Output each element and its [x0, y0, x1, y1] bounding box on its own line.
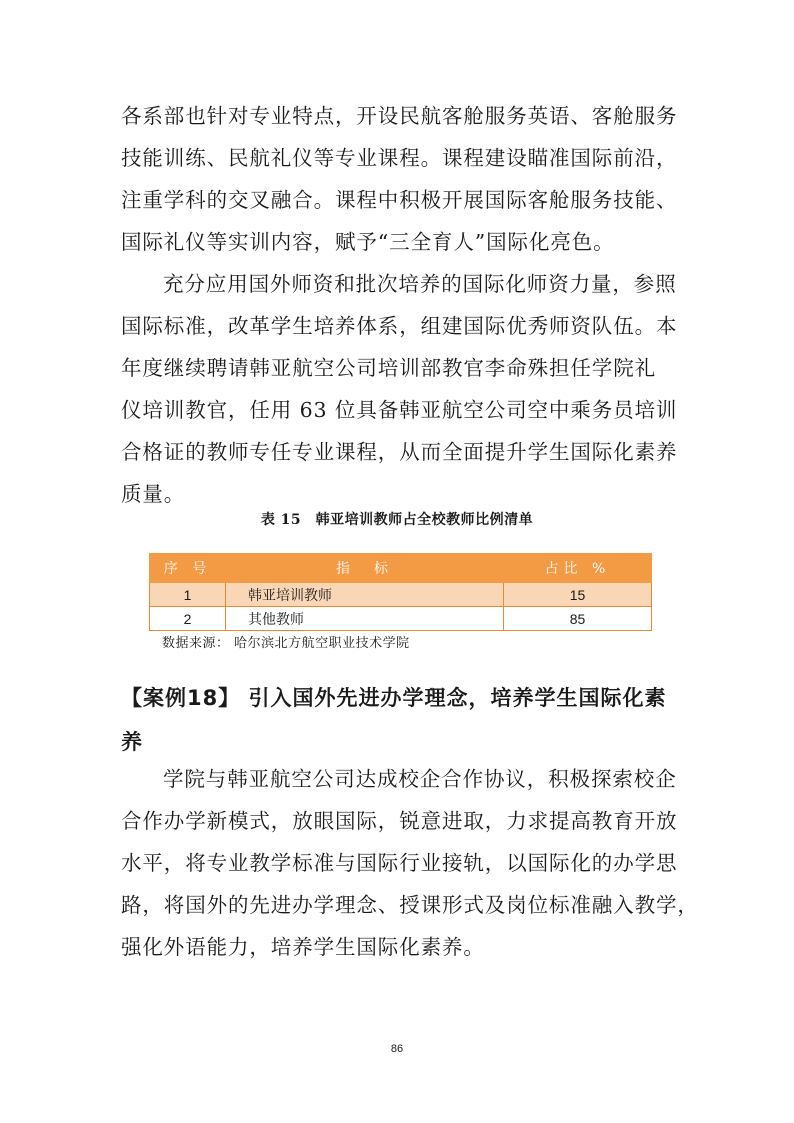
text-line: 学院与韩亚航空公司达成校企合作协议，积极探索校企	[163, 767, 677, 791]
text-line: 强化外语能力，培养学生国际化素养。	[121, 935, 485, 959]
teacher-ratio-table	[149, 553, 652, 631]
text-line: 国际礼仪等实训内容，赋予“三全育人”国际化亮色。	[121, 230, 615, 254]
cell-indicator: 其他教师	[226, 607, 504, 631]
text-line: 路，将国外的先进办学理念、授课形式及岗位标准融入教学，	[121, 893, 699, 917]
text-line: 技能训练、民航礼仪等专业课程。课程建设瞄准国际前沿，	[121, 146, 678, 170]
heading-line: 【案例18】 引入国外先进办学理念，培养学生国际化素	[121, 686, 667, 710]
table-caption: 表 15 韩亚培训教师占全校教师比例清单	[260, 512, 534, 528]
text-line: 合格证的教师专任专业课程，从而全面提升学生国际化素养	[121, 440, 678, 464]
column-header-indicator: 指 标	[226, 554, 504, 583]
heading-line: 养	[121, 730, 143, 754]
paragraph-case-body	[121, 758, 699, 968]
cell-ratio: 15	[504, 583, 652, 607]
text-line: 充分应用国外师资和批次培养的国际化师资力量，参照	[163, 272, 677, 296]
text-line: 各系部也针对专业特点，开设民航客舱服务英语、客舱服务	[121, 104, 678, 128]
text-line: 质量。	[121, 482, 186, 506]
page-number: 86	[390, 1043, 404, 1055]
cell-no: 1	[150, 583, 226, 607]
text-line: 年度继续聘请韩亚航空公司培训部教官李命殊担任学院礼	[121, 356, 656, 380]
text-line: 合作办学新模式，放眼国际，锐意进取，力求提高教育开放	[121, 809, 678, 833]
data-source-note: 数据来源： 哈尔滨北方航空职业技术学院	[162, 636, 410, 651]
cell-ratio: 85	[504, 607, 652, 631]
table-row	[150, 583, 652, 607]
case-heading	[121, 676, 681, 764]
text-line: 水平，将专业教学标准与国际行业接轨，以国际化的办学思	[121, 851, 678, 875]
text-line: 注重学科的交叉融合。课程中积极开展国际客舱服务技能、	[121, 188, 678, 212]
column-header-no: 序 号	[150, 554, 226, 583]
text-line: 仪培训教官，任用 63 位具备韩亚航空公司空中乘务员培训	[121, 398, 678, 422]
column-header-ratio: 占比 %	[504, 554, 652, 583]
table-row	[150, 607, 652, 631]
paragraph-curriculum	[121, 95, 677, 263]
table-header-row	[150, 554, 652, 583]
cell-no: 2	[150, 607, 226, 631]
cell-indicator: 韩亚培训教师	[226, 583, 504, 607]
text-line: 国际标准，改革学生培养体系，组建国际优秀师资队伍。本	[121, 314, 678, 338]
paragraph-faculty	[121, 263, 677, 515]
